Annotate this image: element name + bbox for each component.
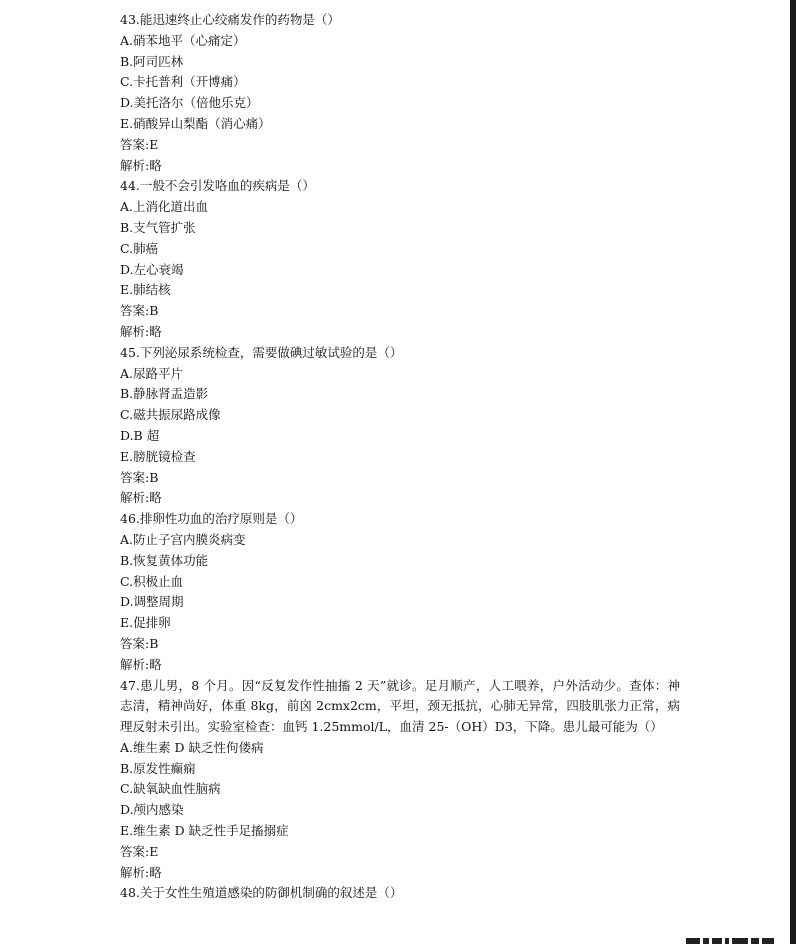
option-e: E.促排卵 — [120, 615, 171, 631]
question-44 — [120, 176, 680, 342]
question-stem: 48.关于女性生殖道感染的防御机制确的叙述是（） — [120, 885, 403, 901]
option-a: A.上消化道出血 — [120, 199, 209, 215]
option-b: B.原发性癫痫 — [120, 760, 196, 776]
option-e: E.肺结核 — [120, 282, 171, 298]
question-stem: 43.能迅速终止心绞痛发作的药物是（） — [120, 12, 340, 27]
option-d: D.左心衰竭 — [120, 261, 184, 277]
option-d: D.B 超 — [120, 427, 160, 443]
option-b: B.支气管扩张 — [120, 219, 196, 235]
question-43 — [120, 10, 680, 176]
analysis: 解析:略 — [120, 656, 162, 672]
option-d: D.调整周期 — [120, 594, 184, 610]
analysis: 解析:略 — [120, 157, 162, 173]
option-d: D.美托洛尔（倍他乐克） — [120, 95, 259, 111]
option-c: C.肺癌 — [120, 240, 159, 256]
option-b: B.恢复黄体功能 — [120, 552, 209, 568]
analysis: 解析:略 — [120, 323, 162, 339]
answer: 答案:E — [120, 136, 159, 152]
answer: 答案:B — [120, 635, 159, 651]
qr-code-fragment — [686, 938, 782, 944]
page-right-edge — [790, 0, 796, 944]
answer: 答案:E — [120, 843, 159, 859]
option-b: B.静脉肾盂造影 — [120, 386, 209, 402]
option-c: C.卡托普利（开博痛） — [120, 74, 246, 90]
option-c: C.缺氧缺血性脑病 — [120, 781, 221, 797]
question-47 — [120, 676, 680, 884]
option-d: D.颅内感染 — [120, 802, 184, 818]
question-stem: 46.排卵性功血的治疗原则是（） — [120, 511, 303, 527]
answer: 答案:B — [120, 469, 159, 485]
option-c: C.积极止血 — [120, 573, 184, 589]
option-a: A.防止子宫内膜炎病变 — [120, 531, 246, 547]
question-stem: 47.患儿男，8 个月。因“反复发作性抽搐 2 天”就诊。足月顺产，人工喂养，户外活动少。查体：神志清，精神尚好，体重 8kg，前囟 2cmx2cm，平坦，颈无抵抗，心肺无异常，四肢肌张力正常，病理反射未引出。实验室检查：血钙 1.25mmol/L，血清 25-（OH）D3，下降。患儿最可能为（） — [120, 677, 680, 735]
question-46 — [120, 509, 680, 675]
question-stem: 45.下列泌尿系统检查，需要做碘过敏试验的是（） — [120, 344, 403, 360]
option-a: A.尿路平片 — [120, 365, 184, 381]
analysis: 解析:略 — [120, 490, 162, 506]
option-e: E.硝酸异山梨酯（消心痛） — [120, 115, 271, 131]
option-e: E.膀胱镜检查 — [120, 448, 196, 464]
question-45 — [120, 343, 680, 509]
answer: 答案:B — [120, 303, 159, 319]
option-c: C.磁共振尿路成像 — [120, 407, 221, 423]
option-a: A.硝苯地平（心痛定） — [120, 32, 246, 48]
option-b: B.阿司匹林 — [120, 53, 184, 69]
question-48 — [120, 883, 680, 904]
option-e: E.维生素 D 缺乏性手足搐搦症 — [120, 823, 289, 839]
option-a: A.维生素 D 缺乏性佝偻病 — [120, 739, 264, 755]
analysis: 解析:略 — [120, 864, 162, 880]
question-stem: 44.一般不会引发咯血的疾病是（） — [120, 178, 315, 194]
question-list — [120, 10, 680, 904]
